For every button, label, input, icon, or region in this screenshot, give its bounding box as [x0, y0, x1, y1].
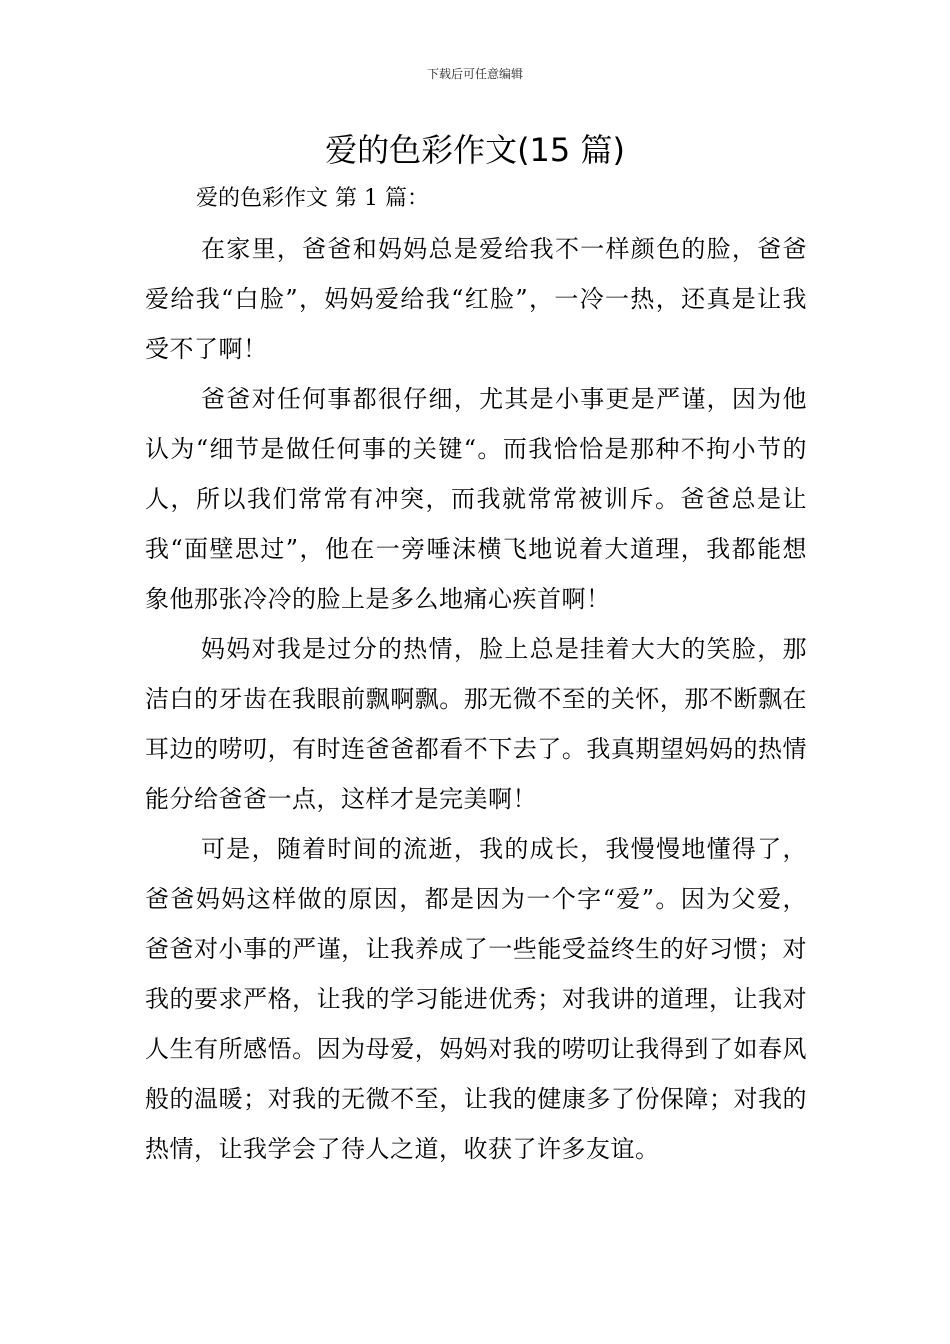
paragraph-3: 妈妈对我是过分的热情，脸上总是挂着大大的笑脸，那洁白的牙齿在我眼前飘啊飘。那无微不至的关怀，那不断飘在耳边的唠叨，有时连爸爸都看不下去了。我真期望妈妈的热情能分给爸爸一点，这样才是完美啊！: [145, 635, 807, 813]
paragraph-2: 爸爸对任何事都很仔细，尤其是小事更是严谨，因为他认为“细节是做任何事的关键“。而我恰恰是那种不拘小节的人，所以我们常常有冲突，而我就常常被训斥。爸爸总是让我“面壁思过”，他在一旁唾沫横飞地说着大道理，我都能想象他那张冷冷的脸上是多么地痛心疾首啊！: [145, 385, 807, 613]
article-body: [145, 224, 807, 1174]
header-note: 下载后可任意编辑: [426, 67, 523, 81]
paragraph-1: 在家里，爸爸和妈妈总是爱给我不一样颜色的脸，爸爸爱给我“白脸”，妈妈爱给我“红脸”，一冷一热，还真是让我受不了啊！: [145, 235, 807, 363]
section-heading: 爱的色彩作文 第 1 篇：: [196, 186, 429, 211]
document-title: 爱的色彩作文(15 篇): [325, 131, 625, 169]
paragraph-4: 可是，随着时间的流逝，我的成长，我慢慢地懂得了，爸爸妈妈这样做的原因，都是因为一个字“爱”。因为父爱，爸爸对小事的严谨，让我养成了一些能受益终生的好习惯；对我的要求严格，让我的学习能进优秀；对我讲的道理，让我对人生有所感悟。因为母爱，妈妈对我的唠叨让我得到了如春风般的温暖；对我的无微不至，让我的健康多了份保障；对我的热情，让我学会了待人之道，收获了许多友谊。: [145, 835, 807, 1163]
